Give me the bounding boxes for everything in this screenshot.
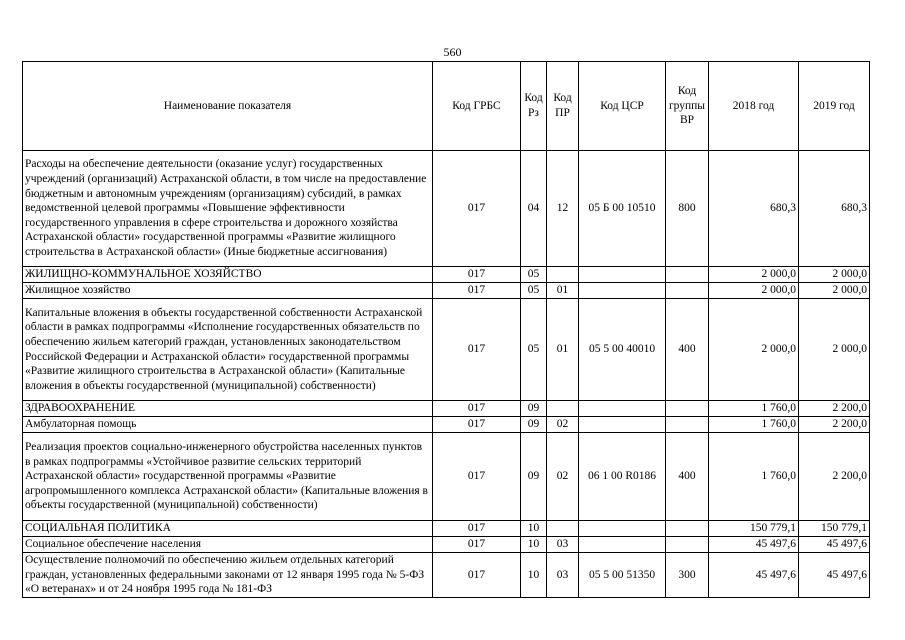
cell-rz: 05 — [521, 283, 547, 299]
cell-grbs: 017 — [433, 417, 521, 433]
cell-grbs: 017 — [433, 267, 521, 283]
cell-2019: 680,3 — [799, 151, 870, 267]
cell-pr: 03 — [547, 553, 579, 598]
cell-2019: 2 200,0 — [799, 417, 870, 433]
cell-vr — [666, 267, 709, 283]
cell-vr: 300 — [666, 553, 709, 598]
cell-vr: 400 — [666, 299, 709, 401]
cell-pr — [547, 267, 579, 283]
cell-pr: 01 — [547, 299, 579, 401]
cell-csr: 05 5 00 40010 — [579, 299, 666, 401]
cell-2018: 1 760,0 — [709, 433, 799, 521]
cell-rz: 05 — [521, 299, 547, 401]
table-row — [23, 401, 870, 417]
cell-vr — [666, 401, 709, 417]
cell-rz: 10 — [521, 553, 547, 598]
table-row — [23, 553, 870, 598]
cell-rz: 09 — [521, 401, 547, 417]
cell-2019: 2 000,0 — [799, 299, 870, 401]
cell-2019: 2 200,0 — [799, 401, 870, 417]
budget-table — [22, 61, 870, 598]
cell-pr: 01 — [547, 283, 579, 299]
table-row — [23, 417, 870, 433]
cell-csr: 05 Б 00 10510 — [579, 151, 666, 267]
cell-name: ЗДРАВООХРАНЕНИЕ — [23, 401, 433, 417]
cell-2019: 150 779,1 — [799, 521, 870, 537]
header-name: Наименование показателя — [23, 62, 433, 151]
cell-grbs: 017 — [433, 299, 521, 401]
cell-pr — [547, 521, 579, 537]
cell-2018: 680,3 — [709, 151, 799, 267]
page-number: 560 — [443, 45, 462, 59]
cell-rz: 09 — [521, 433, 547, 521]
cell-grbs: 017 — [433, 521, 521, 537]
cell-pr: 03 — [547, 537, 579, 553]
cell-name: Осуществление полномочий по обеспечению жильем отдельных категорий граждан, установленных федеральными законами от 12 января 1995 года № 5-ФЗ «О ветеранах» и от 24 ноября 1995 года № 181-ФЗ — [23, 553, 433, 598]
cell-2019: 2 000,0 — [799, 283, 870, 299]
table-header-row — [23, 62, 870, 151]
cell-grbs: 017 — [433, 283, 521, 299]
table-row — [23, 521, 870, 537]
cell-name: Социальное обеспечение населения — [23, 537, 433, 553]
cell-2019: 45 497,6 — [799, 553, 870, 598]
cell-2018: 45 497,6 — [709, 537, 799, 553]
header-grbs: Код ГРБС — [433, 62, 521, 151]
cell-2019: 2 200,0 — [799, 433, 870, 521]
cell-csr: 05 5 00 51350 — [579, 553, 666, 598]
cell-pr — [547, 401, 579, 417]
header-csr: Код ЦСР — [579, 62, 666, 151]
cell-2018: 1 760,0 — [709, 417, 799, 433]
cell-vr: 800 — [666, 151, 709, 267]
header-pr: Код ПР — [547, 62, 579, 151]
cell-vr — [666, 417, 709, 433]
cell-csr — [579, 537, 666, 553]
cell-grbs: 017 — [433, 433, 521, 521]
cell-grbs: 017 — [433, 151, 521, 267]
cell-csr: 06 1 00 R0186 — [579, 433, 666, 521]
table-row — [23, 537, 870, 553]
cell-name: Капитальные вложения в объекты государственной собственности Астраханской области в рамках подпрограммы «Исполнение государственных обязательств по обеспечению жильем категорий граждан, установленных законодательством Российской Федерации и Астраханской области» государственной программы «Развитие жилищного строительства в Астраханской области» (Капитальные вложения в объекты государственной (муниципальной) собственности) — [23, 299, 433, 401]
cell-grbs: 017 — [433, 537, 521, 553]
cell-name: Реализация проектов социально-инженерного обустройства населенных пунктов в рамках подпрограммы «Устойчивое развитие сельских территорий Астраханской области» государственной программы «Развитие агропромышленного комплекса Астраханской области» (Капитальные вложения в объекты государственной (муниципальной) собственности) — [23, 433, 433, 521]
cell-pr: 02 — [547, 433, 579, 521]
cell-vr — [666, 521, 709, 537]
table-row — [23, 283, 870, 299]
cell-rz: 04 — [521, 151, 547, 267]
cell-csr — [579, 283, 666, 299]
cell-name: Расходы на обеспечение деятельности (оказание услуг) государственных учреждений (организаций) Астраханской области, в том числе на предоставление бюджетным и автономным учреждениям (организациям) субсидий, в рамках ведомственной целевой программы «Повышение эффективности государственного управления в сфере строительства и дорожного хозяйства Астраханской области» государственной программы «Развитие жилищного строительства в Астраханской области» (Иные бюджетные ассигнования) — [23, 151, 433, 267]
cell-name: Амбулаторная помощь — [23, 417, 433, 433]
cell-csr — [579, 417, 666, 433]
cell-csr — [579, 267, 666, 283]
cell-pr: 12 — [547, 151, 579, 267]
cell-rz: 09 — [521, 417, 547, 433]
table-row — [23, 151, 870, 267]
cell-name: ЖИЛИЩНО-КОММУНАЛЬНОЕ ХОЗЯЙСТВО — [23, 267, 433, 283]
cell-2018: 2 000,0 — [709, 283, 799, 299]
cell-rz: 05 — [521, 267, 547, 283]
cell-grbs: 017 — [433, 553, 521, 598]
cell-vr: 400 — [666, 433, 709, 521]
cell-2018: 45 497,6 — [709, 553, 799, 598]
cell-rz: 10 — [521, 537, 547, 553]
cell-2019: 2 000,0 — [799, 267, 870, 283]
cell-2018: 1 760,0 — [709, 401, 799, 417]
cell-name: СОЦИАЛЬНАЯ ПОЛИТИКА — [23, 521, 433, 537]
cell-grbs: 017 — [433, 401, 521, 417]
table-row — [23, 299, 870, 401]
cell-csr — [579, 521, 666, 537]
cell-pr: 02 — [547, 417, 579, 433]
header-2019: 2019 год — [799, 62, 870, 151]
header-vr: Код группы ВР — [666, 62, 709, 151]
cell-vr — [666, 283, 709, 299]
cell-rz: 10 — [521, 521, 547, 537]
cell-2018: 2 000,0 — [709, 267, 799, 283]
cell-csr — [579, 401, 666, 417]
cell-2018: 2 000,0 — [709, 299, 799, 401]
header-2018: 2018 год — [709, 62, 799, 151]
header-rz: Код Рз — [521, 62, 547, 151]
table-row — [23, 433, 870, 521]
cell-2019: 45 497,6 — [799, 537, 870, 553]
table-row — [23, 267, 870, 283]
cell-2018: 150 779,1 — [709, 521, 799, 537]
cell-vr — [666, 537, 709, 553]
cell-name: Жилищное хозяйство — [23, 283, 433, 299]
